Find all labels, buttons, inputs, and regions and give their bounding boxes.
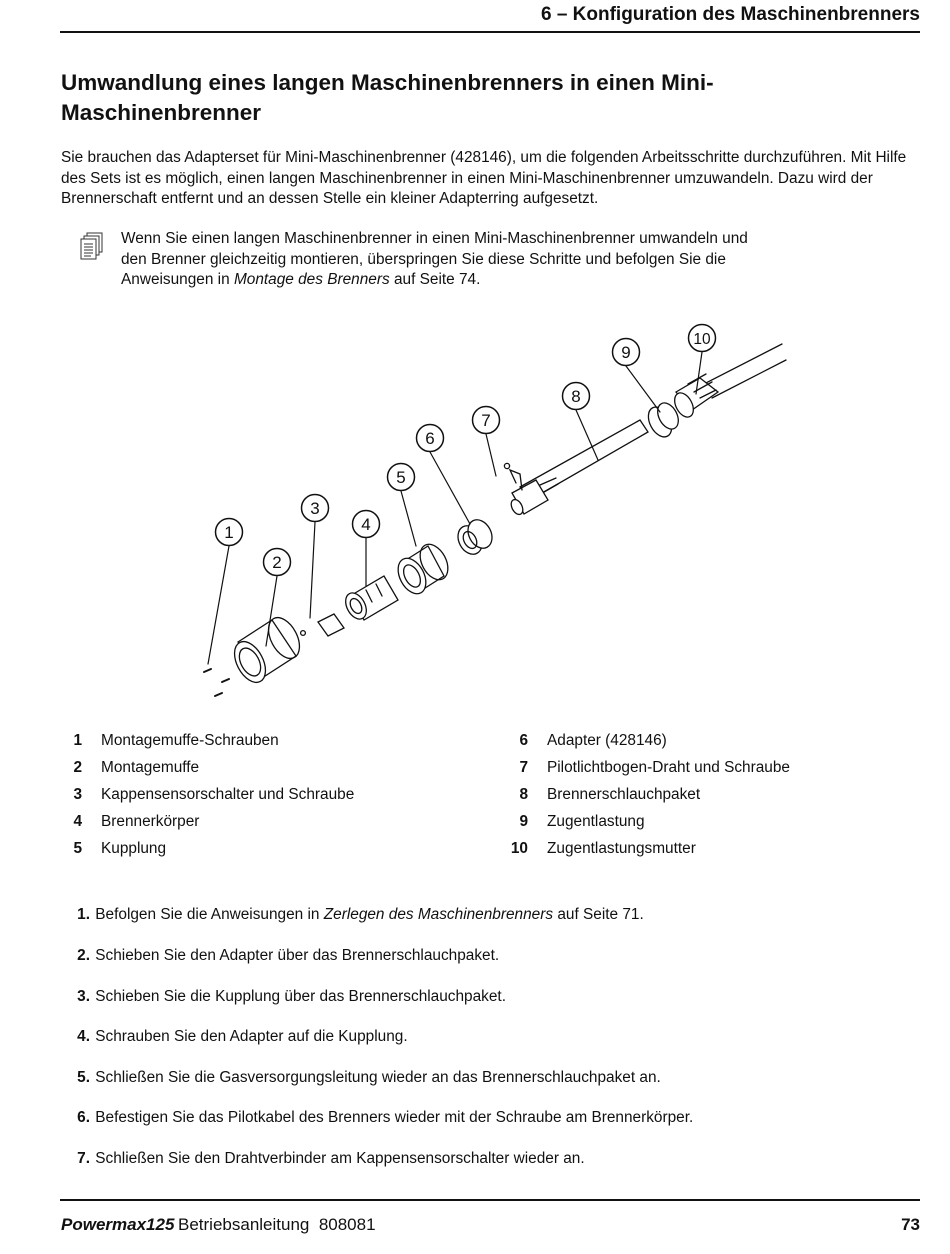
- legend-number: 6: [519, 732, 528, 749]
- legend-label: Pilotlichtbogen-Draht und Schraube: [547, 759, 790, 776]
- step-text: Schieben Sie den Adapter über das Brennerschlauchpaket.: [95, 947, 500, 964]
- callout-leader-lines: [208, 352, 702, 664]
- note-reference-link[interactable]: Montage des Brenners: [233, 271, 390, 288]
- callout-6: 6: [425, 429, 435, 448]
- step-number: 7.: [77, 1150, 90, 1167]
- step-item: [60, 1068, 661, 1088]
- step-text-before: Befolgen Sie die Anweisungen in: [95, 906, 324, 923]
- callout-4: 4: [361, 515, 371, 534]
- legend-number: 1: [73, 732, 82, 749]
- callout-2: 2: [272, 553, 282, 572]
- legend-number: 9: [519, 813, 528, 830]
- legend-number: 10: [510, 840, 528, 857]
- step-text: [94, 906, 643, 923]
- callout-8: 8: [571, 387, 581, 406]
- callout-10: 10: [693, 331, 711, 348]
- callout-1: 1: [224, 523, 234, 542]
- step-number: 2.: [77, 947, 90, 964]
- legend-label: Adapter (428146): [547, 732, 667, 749]
- chapter-header: 6 – Konfiguration des Maschinenbrenners: [540, 4, 920, 25]
- torch-lead-illustration: [509, 344, 786, 516]
- exploded-torch-diagram: [0, 310, 950, 720]
- page-number: 73: [901, 1215, 920, 1234]
- step-item: [60, 987, 506, 1007]
- legend-label: Zugentlastungsmutter: [547, 840, 696, 857]
- legend-number: 8: [519, 786, 528, 803]
- step-item: [60, 1149, 585, 1169]
- legend-number: 5: [73, 840, 82, 857]
- note-text-after: auf Seite 74.: [389, 271, 481, 288]
- header-rule: [60, 31, 920, 33]
- step-text: Schieben Sie die Kupplung über das Brennerschlauchpaket.: [95, 988, 506, 1005]
- legend-label: Zugentlastung: [547, 813, 645, 830]
- step-text: Schließen Sie die Gasversorgungsleitung wieder an das Brennerschlauchpaket an.: [95, 1069, 661, 1086]
- step-item: [60, 1027, 408, 1047]
- footer-product-name: Powermax125: [61, 1215, 175, 1234]
- legend-number: 7: [519, 759, 528, 776]
- legend-label: Kappensensorschalter und Schraube: [101, 786, 355, 803]
- coupling-illustration: [392, 540, 453, 599]
- note-text-before: Wenn Sie einen langen Maschinenbrenner in einen Mini-Maschinenbrenner umwandeln und den Brenner gleichzeitig montieren, überspringen Sie diese Schritte und befolgen Sie die Anweisungen in: [121, 230, 748, 288]
- step-text: Schließen Sie den Drahtverbinder am Kappensensorschalter wieder an.: [95, 1150, 585, 1167]
- intro-paragraph: Sie brauchen das Adapterset für Mini-Maschinenbrenner (428146), um die folgenden Arbeitsschritte durchzuführen. Mit Hilfe des Sets ist es möglich, einen langen Maschinenbrenner in einen Mini-Maschinenbrenner umzuwandeln. Dazu wird der Brennerschaft entfernt und an dessen Stelle ein kleiner Adapterring aufgesetzt.: [61, 149, 907, 207]
- step-text-after: auf Seite 71.: [553, 906, 644, 923]
- step-number: 3.: [77, 988, 90, 1005]
- step-number: 6.: [77, 1109, 90, 1126]
- step-number: 4.: [77, 1028, 90, 1045]
- legend-number: 4: [73, 813, 82, 830]
- callout-7: 7: [481, 411, 491, 430]
- legend-label: Brennerschlauchpaket: [547, 786, 701, 803]
- step-reference-link[interactable]: Zerlegen des Maschinenbrenners: [323, 906, 554, 923]
- legend-label: Montagemuffe: [101, 759, 200, 776]
- mounting-screws-illustration: [204, 669, 229, 696]
- step-item: [60, 1108, 693, 1128]
- cap-sensor-switch-illustration: [301, 614, 344, 636]
- step-number: 5.: [77, 1069, 90, 1086]
- step-text: Befestigen Sie das Pilotkabel des Brenners wieder mit der Schraube am Brennerkörper.: [95, 1109, 694, 1126]
- legend-label: Brennerkörper: [101, 813, 200, 830]
- note-text: [121, 229, 771, 291]
- legend-number: 3: [73, 786, 82, 803]
- footer-rule: [60, 1199, 920, 1201]
- adapter-ring-illustration: [453, 516, 497, 559]
- legend-label: Kupplung: [101, 840, 167, 857]
- mounting-sleeve-illustration: [228, 612, 306, 687]
- callout-5: 5: [396, 468, 406, 487]
- document-note-icon: [80, 232, 104, 267]
- section-title: Umwandlung eines langen Maschinenbrenners in einen Mini-Maschinenbrenner: [61, 70, 714, 125]
- legend-label: Montagemuffe-Schrauben: [101, 732, 279, 749]
- pilot-wire-illustration: [504, 463, 522, 490]
- step-item: [60, 905, 644, 925]
- callout-9: 9: [621, 343, 631, 362]
- step-number: 1.: [77, 906, 90, 923]
- footer-document-id: Betriebsanleitung 808081: [178, 1215, 376, 1234]
- legend-number: 2: [73, 759, 82, 776]
- torch-body-illustration: [341, 576, 398, 623]
- step-text: Schrauben Sie den Adapter auf die Kupplung.: [95, 1028, 408, 1045]
- step-item: [60, 946, 499, 966]
- callout-3: 3: [310, 499, 320, 518]
